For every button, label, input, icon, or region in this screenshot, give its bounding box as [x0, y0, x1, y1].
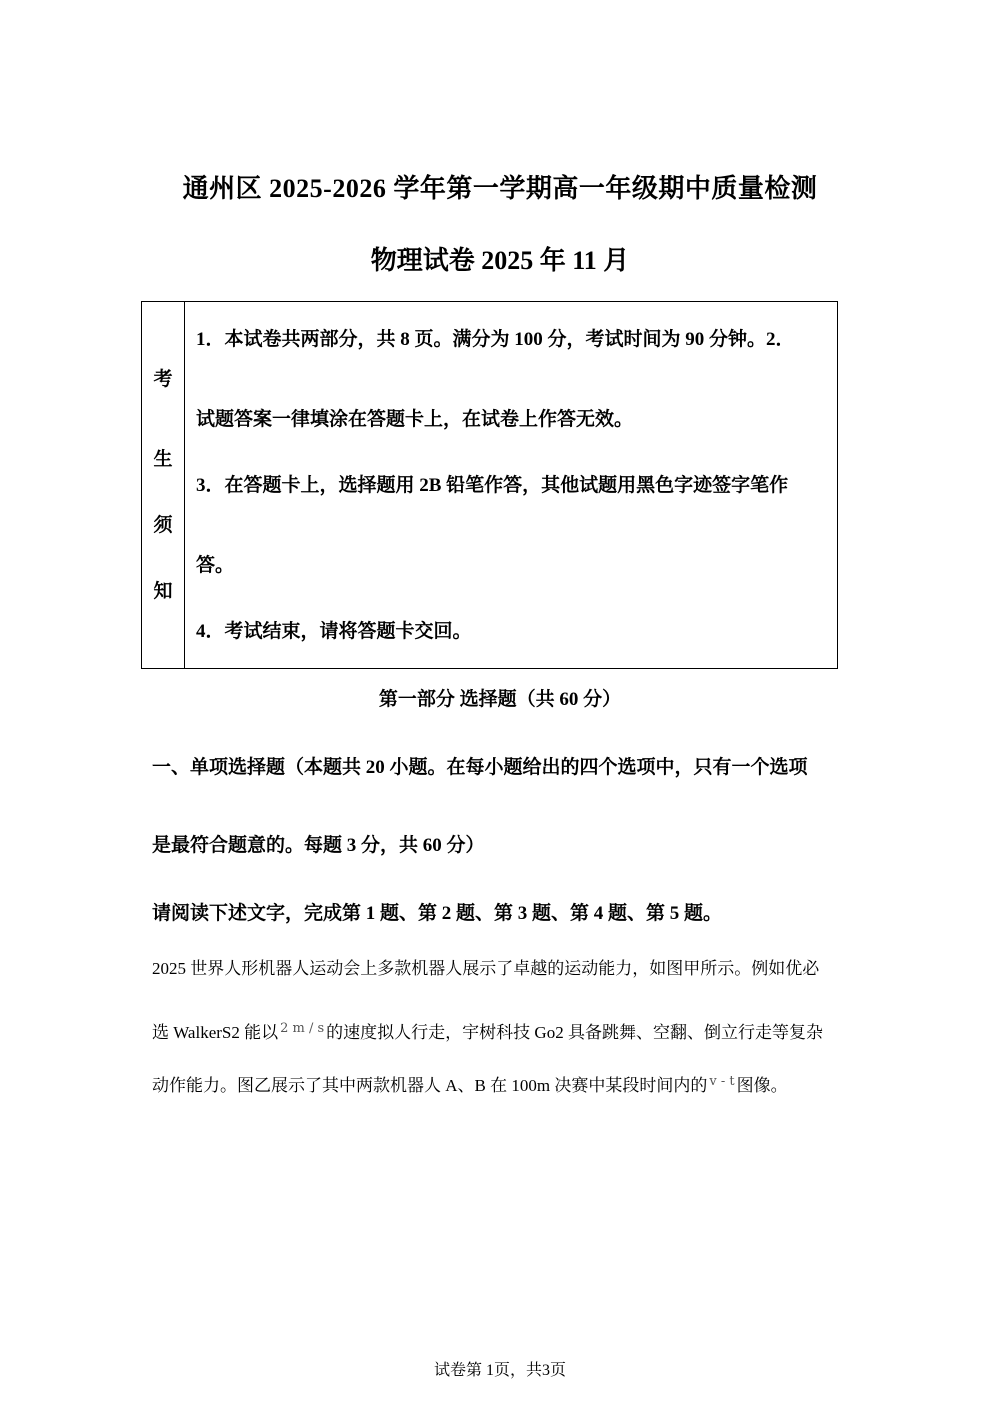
notice-line: 4．考试结束，请将答题卡交回。: [196, 621, 472, 642]
notice-line: 1．本试卷共两部分，共 8 页。满分为 100 分，考试时间为 90 分钟。2．: [196, 329, 795, 350]
notice-heading-char: 须: [153, 515, 173, 536]
notice-line: 试题答案一律填涂在答题卡上，在试卷上作答无效。: [196, 409, 634, 430]
exam-title: 通州区 2025-2026 学年第一学期高一年级期中质量检测: [182, 174, 818, 203]
passage-line: 2025 世界人形机器人运动会上多款机器人展示了卓越的运动能力，如图甲所示。例如优必: [152, 959, 820, 978]
part-one-title: 第一部分 选择题（共 60 分）: [378, 689, 622, 710]
candidate-notice-box: [141, 301, 838, 669]
passage-line: 选 WalkerS2 能以 $^{2 m / s}$ 的速度拟人行走，宇树科技 Go2 具备跳舞、空翻、倒立行走等复杂: [152, 1021, 823, 1042]
page-footer: 试卷第 1页，共3页: [433, 1362, 566, 1379]
section-heading: 一、单项选择题（本题共 20 小题。在每小题给出的四个选项中，只有一个选项: [152, 757, 808, 778]
notice-line: 3．在答题卡上，选择题用 2B 铅笔作答，其他试题用黑色字迹签字笔作: [196, 475, 789, 496]
passage-line: 动作能力。图乙展示了其中两款机器人 A、B 在 100m 决赛中某段时间内的 $^{v - t}$ 图像。: [152, 1074, 788, 1095]
speed-formula: 2 m / s: [280, 1021, 325, 1036]
notice-heading-char: 生: [153, 449, 173, 470]
vt-formula: v - t: [709, 1074, 735, 1089]
notice-heading-char: 考: [153, 369, 173, 390]
notice-heading-char: 知: [153, 581, 173, 602]
exam-subtitle: 物理试卷 2025 年 11 月: [370, 246, 630, 275]
reading-instruction: 请阅读下述文字，完成第 1 题、第 2 题、第 3 题、第 4 题、第 5 题。: [152, 903, 723, 924]
section-heading-cont: 是最符合题意的。每题 3 分，共 60 分）: [152, 835, 485, 856]
notice-heading: [142, 302, 185, 668]
notice-line: 答。: [196, 555, 235, 576]
